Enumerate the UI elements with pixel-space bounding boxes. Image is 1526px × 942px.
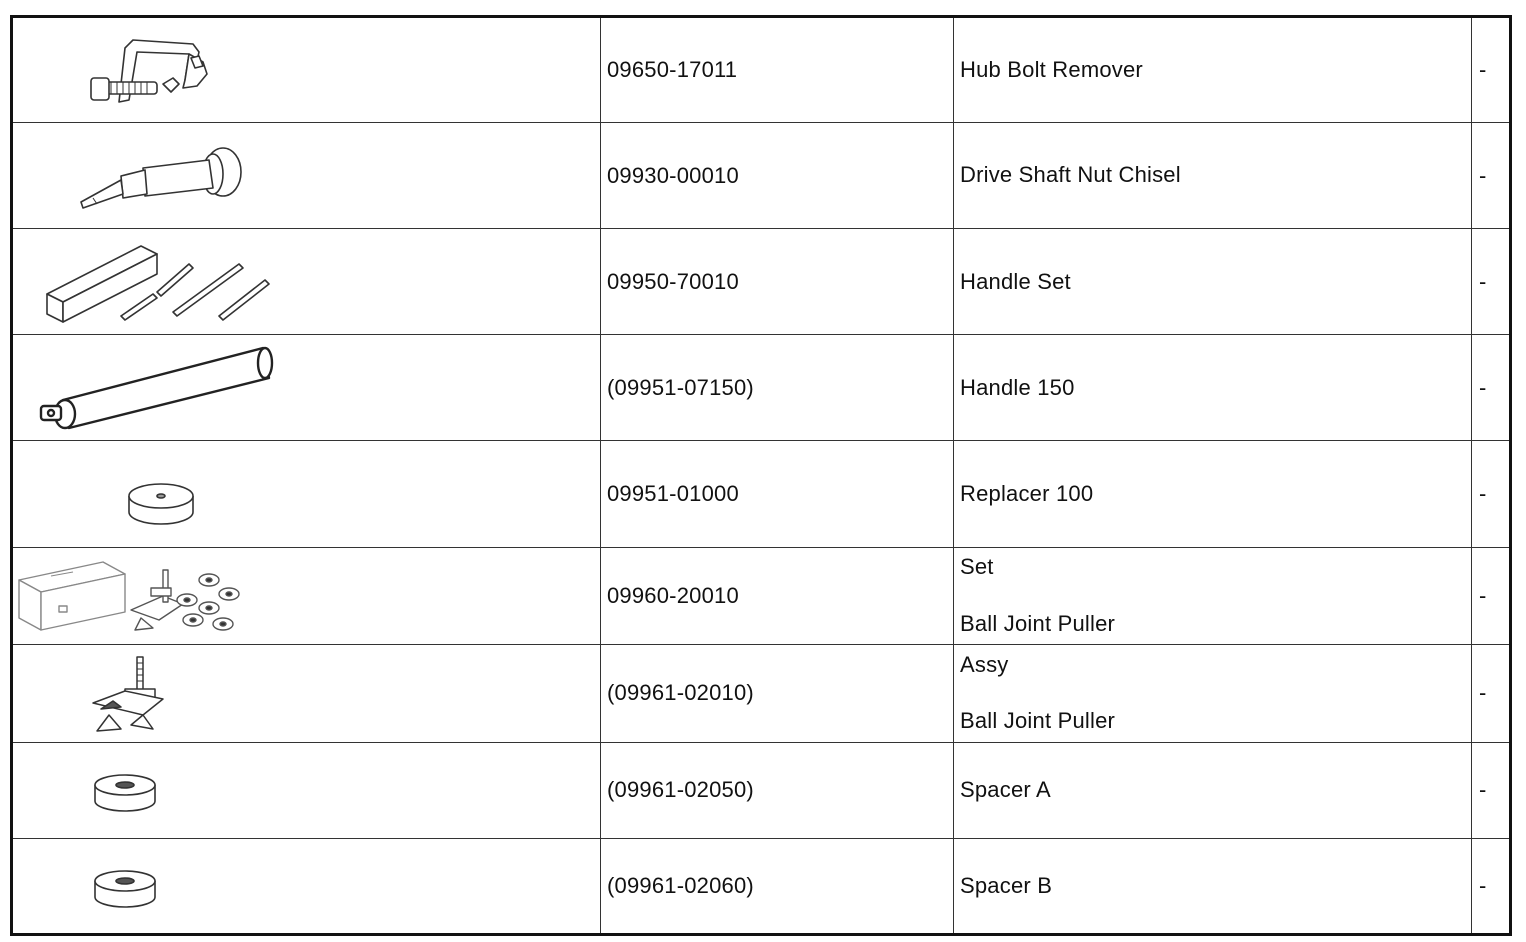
- note: -: [1472, 229, 1511, 335]
- ball-joint-puller-set-illustration: [13, 548, 602, 643]
- tool-name: [954, 229, 1472, 335]
- note: -: [1472, 123, 1511, 229]
- part-number: 09650-17011: [601, 17, 954, 123]
- tool-name-line: Handle Set: [960, 268, 1071, 294]
- part-number: 09930-00010: [601, 123, 954, 229]
- tool-illustration-cell: [12, 644, 601, 742]
- drive-shaft-nut-chisel-illustration: [13, 124, 602, 228]
- tool-illustration-cell: [12, 335, 601, 441]
- note: -: [1472, 441, 1511, 547]
- table-row: [12, 838, 1511, 934]
- table-row: [12, 17, 1511, 123]
- tool-name: [954, 838, 1472, 934]
- table-row: [12, 742, 1511, 838]
- spacer-a-illustration: [13, 743, 602, 837]
- tool-illustration-cell: [12, 441, 601, 547]
- part-number: 09951-01000: [601, 441, 954, 547]
- tool-name-line: Drive Shaft Nut Chisel: [960, 162, 1181, 188]
- part-number: 09960-20010: [601, 547, 954, 644]
- note: -: [1472, 335, 1511, 441]
- part-number: (09961-02060): [601, 838, 954, 934]
- note: -: [1472, 644, 1511, 742]
- spacer-b-illustration: [13, 839, 602, 933]
- special-tools-table: [10, 15, 1512, 936]
- tool-illustration-cell: [12, 547, 601, 644]
- tool-illustration-cell: [12, 17, 601, 123]
- part-number: 09950-70010: [601, 229, 954, 335]
- tool-name: [954, 123, 1472, 229]
- tool-illustration-cell: [12, 123, 601, 229]
- table-row: [12, 547, 1511, 644]
- table-row: [12, 644, 1511, 742]
- hub-bolt-remover-illustration: [13, 18, 602, 122]
- table-row: [12, 335, 1511, 441]
- tool-illustration-cell: [12, 742, 601, 838]
- tool-name: [954, 742, 1472, 838]
- tool-name-line: Handle 150: [960, 374, 1075, 400]
- replacer-100-illustration: [13, 442, 602, 546]
- note: -: [1472, 838, 1511, 934]
- handle-150-illustration: [13, 336, 602, 440]
- tool-name-line: Hub Bolt Remover: [960, 56, 1143, 82]
- part-number: (09961-02050): [601, 742, 954, 838]
- tool-name-line: Assy: [960, 651, 1009, 677]
- tool-illustration-cell: [12, 838, 601, 934]
- tool-name: [954, 17, 1472, 123]
- note: -: [1472, 547, 1511, 644]
- tool-name-line: Replacer 100: [960, 480, 1094, 506]
- tool-name: [954, 547, 1472, 644]
- note: -: [1472, 17, 1511, 123]
- tool-name: [954, 644, 1472, 742]
- tool-name-line: Spacer A: [960, 777, 1051, 803]
- table-row: [12, 441, 1511, 547]
- handle-set-illustration: [13, 230, 602, 334]
- tool-illustration-cell: [12, 229, 601, 335]
- ball-joint-puller-assy-illustration: [13, 645, 602, 741]
- part-number: (09951-07150): [601, 335, 954, 441]
- tool-name: [954, 441, 1472, 547]
- tool-name-line: Set: [960, 554, 994, 580]
- table-row: [12, 123, 1511, 229]
- tool-name-line: Ball Joint Puller: [960, 708, 1116, 734]
- part-number: (09961-02010): [601, 644, 954, 742]
- tool-name-line: Ball Joint Puller: [960, 610, 1116, 636]
- tool-name-line: Spacer B: [960, 872, 1053, 898]
- tool-name: [954, 335, 1472, 441]
- table-row: [12, 229, 1511, 335]
- note: -: [1472, 742, 1511, 838]
